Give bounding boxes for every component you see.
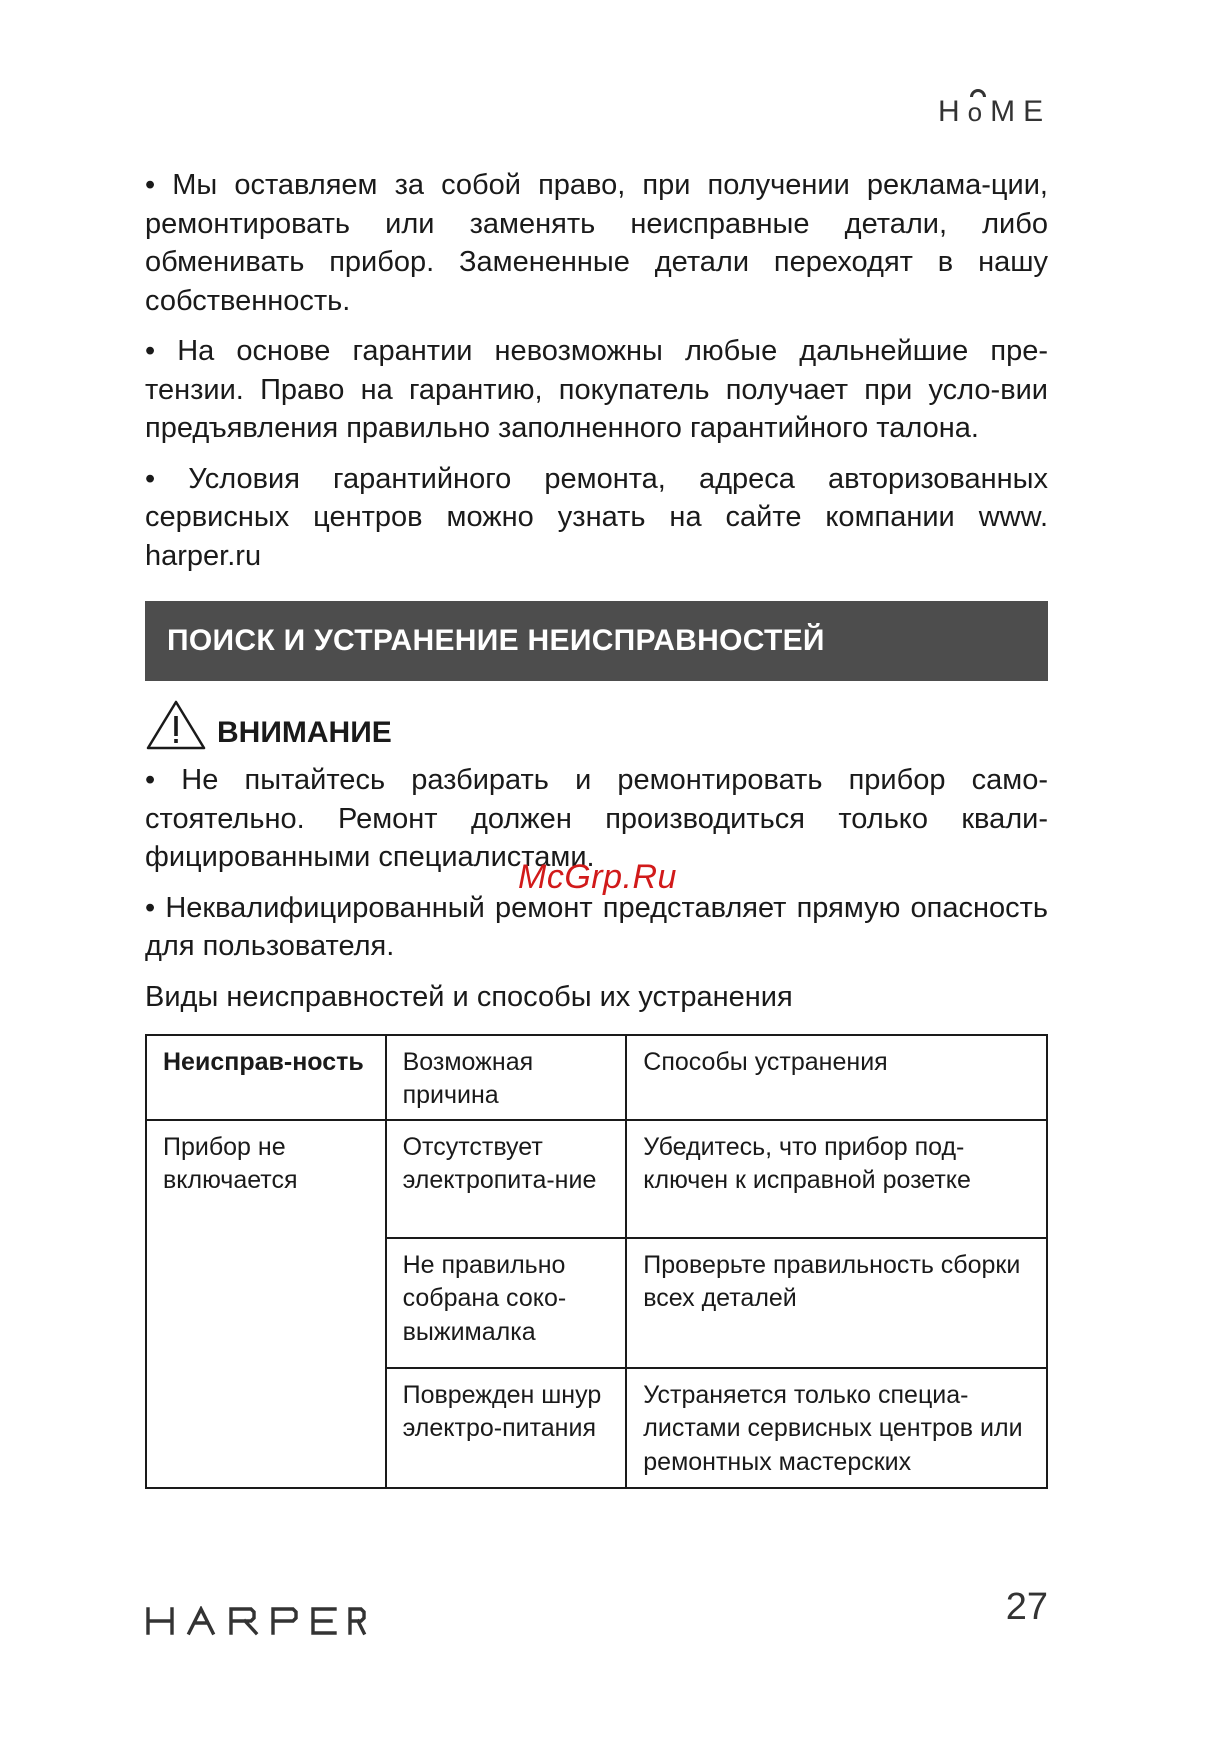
section-header — [145, 601, 1048, 681]
cause-cell: Отсутствует электропита-ние — [386, 1120, 627, 1238]
table-header-row — [146, 1035, 1047, 1120]
page-number: 27 — [1005, 1586, 1048, 1628]
warranty-paragraph-3: • Условия гарантийного ремонта, адреса авторизованных сервисных центров можно узнать на сайте компании www. harper.ru — [145, 462, 1048, 572]
header-fault: Неисправ-ность — [146, 1035, 386, 1120]
fix-cell: Устраняется только специа-листами сервисных центров или ремонтных мастерских — [626, 1368, 1047, 1488]
home-logo — [938, 92, 1052, 132]
fix-cell: Проверьте правильность сборки всех деталей — [626, 1238, 1047, 1368]
warranty-paragraph-2: • На основе гарантии невозможны любые дальнейшие пре-тензии. Право на гарантию, покупатель получает при усло-вии предъявления правильно заполненного гарантийного талона. — [145, 335, 1048, 444]
header-fix: Способы устранения — [626, 1035, 1047, 1120]
warning-item-1: • Не пытайтесь разбирать и ремонтировать прибор само-стоятельно. Ремонт должен производиться только квали-фицированными специалистами. — [145, 764, 1048, 873]
troubleshooting-table — [145, 1034, 1048, 1489]
home-logo-h: H — [938, 95, 968, 128]
roof-icon — [970, 89, 986, 97]
warning-title: ВНИМАНИЕ — [217, 716, 392, 749]
warranty-paragraph-1: • Мы оставляем за собой право, при получении реклама-ции, ремонтировать или заменять неисправные детали, либо обменивать прибор. Замененные детали переходят в нашу собственность. — [145, 169, 1048, 317]
fault-cell: Прибор не включается — [146, 1120, 386, 1488]
main-content — [145, 166, 1048, 1489]
watermark: McGrp.Ru — [518, 858, 677, 896]
table-row — [146, 1120, 1047, 1238]
warning-triangle-icon — [145, 699, 207, 751]
harper-logo-mark — [145, 1606, 367, 1636]
warning-item-2: • Неквалифицированный ремонт представляет прямую опасность для пользователя. — [145, 891, 1048, 962]
warning-heading — [145, 689, 1048, 751]
harper-logo — [145, 1606, 367, 1641]
fix-cell: Убедитесь, что прибор под-ключен к исправной розетке — [626, 1120, 1047, 1238]
cause-cell: Поврежден шнур электро-питания — [386, 1368, 627, 1488]
table-intro: Виды неисправностей и способы их устранения — [145, 980, 793, 1013]
home-logo-o: o — [968, 95, 990, 129]
cause-cell: Не правильно собрана соко-выжималка — [386, 1238, 627, 1368]
header-cause: Возможная причина — [386, 1035, 627, 1120]
home-logo-me: ME — [990, 95, 1052, 128]
section-title: ПОИСК И УСТРАНЕНИЕ НЕИСПРАВНОСТЕЙ — [167, 624, 825, 657]
